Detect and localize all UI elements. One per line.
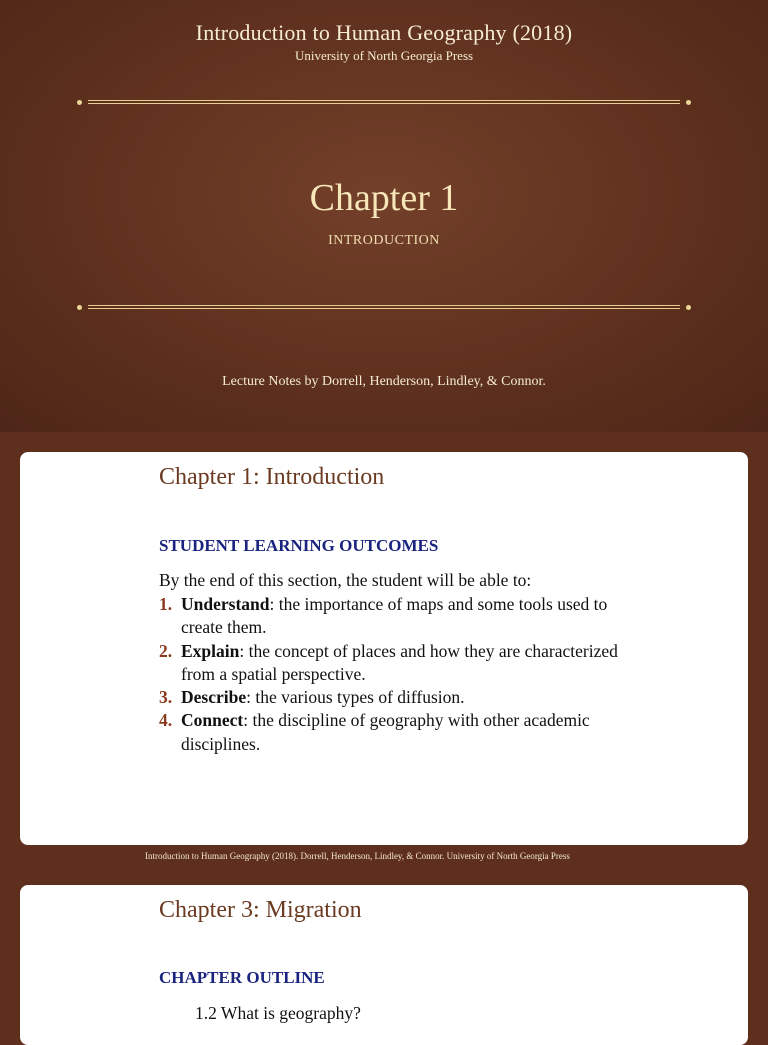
intro-text: By the end of this section, the student will be able to:: [159, 570, 532, 590]
list-item: [159, 686, 629, 709]
outcome-text: : the concept of places and how they are characterized from a spatial perspective.: [181, 640, 618, 684]
list-item: 1.2 What is geography?: [195, 1003, 361, 1023]
divider-dot: [77, 100, 82, 105]
divider-dot: [686, 305, 691, 310]
section-heading: STUDENT LEARNING OUTCOMES: [159, 536, 439, 555]
chapter-subtitle: INTRODUCTION: [328, 233, 440, 248]
chapter-title: Chapter 1: [309, 177, 459, 219]
outcomes-slide: [20, 452, 748, 845]
lecture-credit: Lecture Notes by Dorrell, Henderson, Lindley, & Connor.: [222, 374, 546, 389]
outcome-term: Describe: [181, 687, 247, 708]
outline-slide: [20, 885, 748, 1045]
title-slide: [0, 0, 768, 432]
top-divider: [80, 99, 688, 105]
bottom-divider: [80, 304, 688, 310]
list-item: [159, 709, 629, 756]
divider-dot: [686, 100, 691, 105]
publisher: University of North Georgia Press: [294, 48, 474, 63]
outcome-term: Connect: [181, 710, 244, 731]
divider-dot: [77, 305, 82, 310]
list-number: 4.: [159, 710, 173, 731]
list-number: 1.: [159, 594, 173, 614]
list-number: 2.: [159, 640, 173, 661]
slide-title: Chapter 3: Migration: [159, 897, 362, 923]
outcomes-list: [159, 593, 629, 756]
slide-caption: Introduction to Human Geography (2018). Dorrell, Henderson, Lindley, & Connor. University of North Georgia Press: [145, 851, 570, 861]
outcome-text: : the importance of maps and some tools used to create them.: [181, 594, 608, 638]
outcome-text: : the various types of diffusion.: [246, 687, 465, 708]
outcome-text: : the discipline of geography with other academic disciplines.: [181, 710, 590, 754]
section-heading: CHAPTER OUTLINE: [159, 968, 325, 987]
outcome-term: Explain: [181, 640, 240, 661]
slide-title: Chapter 1: Introduction: [159, 464, 385, 490]
outcome-term: Understand: [181, 594, 270, 614]
list-number: 3.: [159, 687, 173, 708]
list-item: [159, 593, 629, 640]
list-item: [159, 640, 629, 687]
book-title: Introduction to Human Geography (2018): [195, 20, 573, 45]
